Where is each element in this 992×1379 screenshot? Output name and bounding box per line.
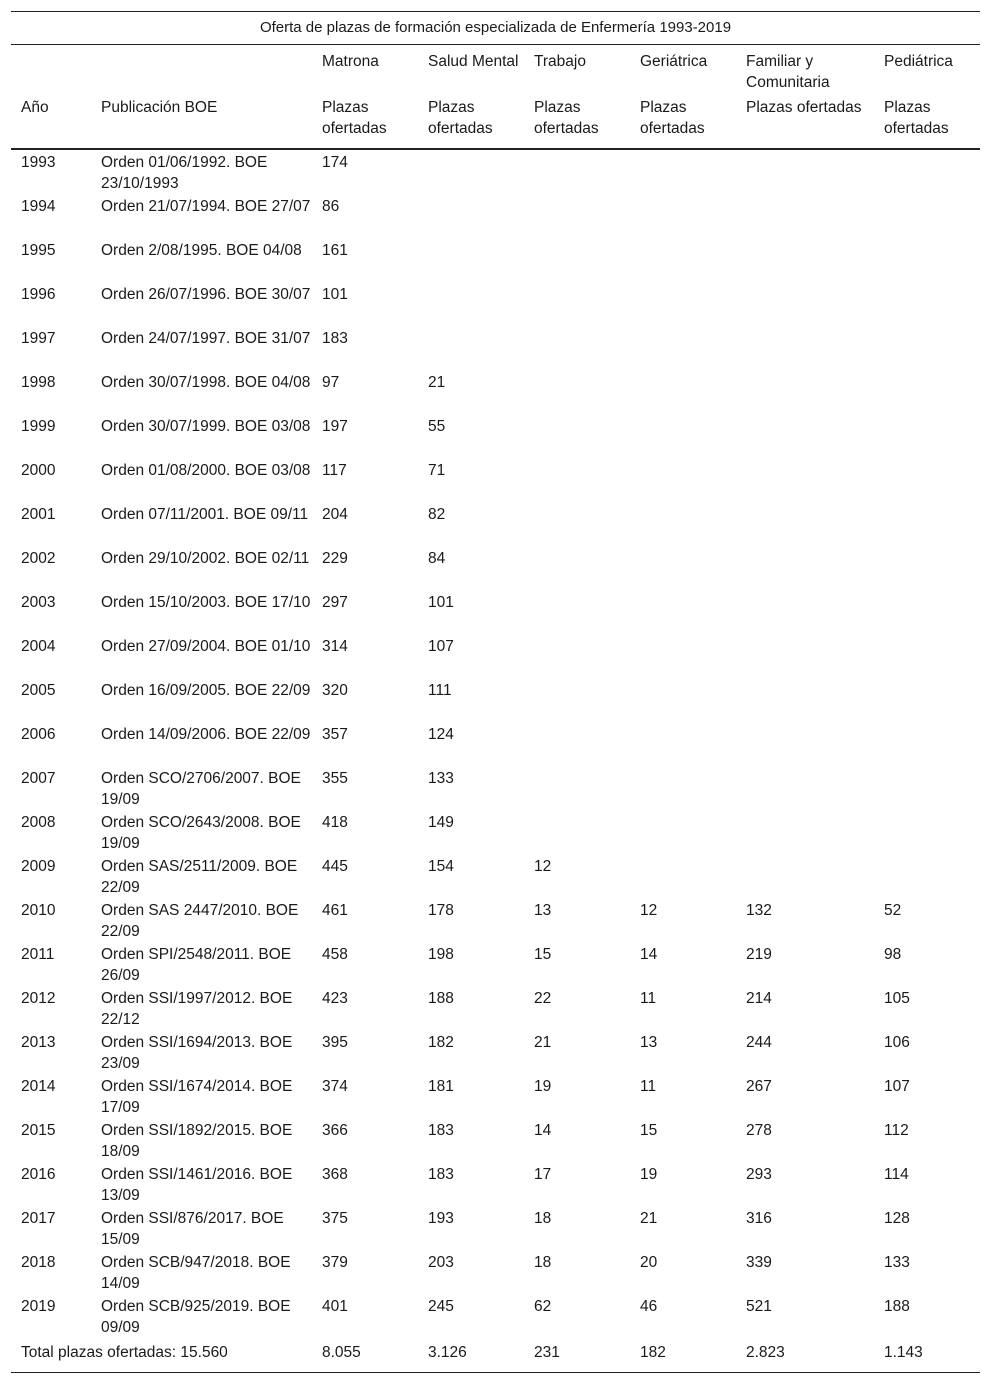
cell-pediatrica: [874, 458, 980, 502]
cell-trabajo: [524, 678, 630, 722]
cell-year: 2018: [21, 1254, 56, 1271]
cell-trabajo: [524, 546, 630, 590]
cell-salud-mental: 181: [428, 1078, 454, 1095]
cell-trabajo: 15: [534, 946, 552, 963]
cell-publication: Orden SCO/2706/2007. BOE 19/09: [101, 770, 301, 808]
cell-matrona: 368: [322, 1166, 348, 1183]
cell-pediatrica: 188: [884, 1298, 910, 1315]
cell-trabajo: [524, 238, 630, 282]
table-row: [11, 590, 980, 634]
cell-familiar-comunitaria: [736, 238, 874, 282]
cell-pediatrica: [874, 634, 980, 678]
table-row: [11, 414, 980, 458]
cell-pediatrica: [874, 414, 980, 458]
cell-familiar-comunitaria: [736, 722, 874, 766]
table-row: [11, 942, 980, 986]
cell-familiar-comunitaria: [736, 414, 874, 458]
header-empty: [91, 45, 312, 97]
cell-geriatrica: [630, 326, 736, 370]
header-plazas: Plazas ofertadas: [312, 97, 418, 149]
cell-year: 1999: [21, 418, 56, 435]
cell-publication: Orden 07/11/2001. BOE 09/11: [101, 506, 309, 523]
cell-trabajo: 13: [534, 902, 552, 919]
cell-geriatrica: 14: [640, 946, 658, 963]
cell-publication: Orden 30/07/1998. BOE 04/08: [101, 374, 311, 391]
table-body: [11, 149, 980, 1338]
table-title: Oferta de plazas de formación especializada de Enfermería 1993-2019: [11, 11, 980, 45]
table-row: [11, 326, 980, 370]
cell-familiar-comunitaria: [736, 590, 874, 634]
cell-year: 2002: [21, 550, 56, 567]
cell-trabajo: [524, 590, 630, 634]
cell-salud-mental: 245: [428, 1298, 454, 1315]
cell-year: 2006: [21, 726, 56, 743]
cell-familiar-comunitaria: [736, 766, 874, 810]
cell-trabajo: [524, 370, 630, 414]
header-publication: Publicación BOE: [91, 97, 312, 149]
cell-year: 1997: [21, 330, 56, 347]
cell-trabajo: [524, 414, 630, 458]
cell-salud-mental: 71: [428, 462, 446, 479]
table-container: [11, 11, 980, 1373]
data-table: [11, 45, 980, 1373]
cell-matrona: 86: [322, 198, 340, 215]
cell-geriatrica: 12: [640, 902, 658, 919]
cell-matrona: 461: [322, 902, 348, 919]
cell-year: 2015: [21, 1122, 56, 1139]
cell-publication: Orden 30/07/1999. BOE 03/08: [101, 418, 311, 435]
cell-year: 2001: [21, 506, 56, 523]
cell-familiar-comunitaria: 293: [746, 1166, 772, 1183]
cell-matrona: 174: [322, 154, 348, 171]
total-label: Total plazas ofertadas: 15.560: [11, 1338, 312, 1372]
cell-salud-mental: 182: [428, 1034, 454, 1051]
cell-salud-mental: [418, 282, 524, 326]
table-row: [11, 1118, 980, 1162]
cell-pediatrica: 133: [884, 1254, 910, 1271]
cell-pediatrica: 114: [884, 1166, 909, 1183]
cell-pediatrica: 98: [884, 946, 902, 963]
cell-matrona: 161: [322, 242, 348, 259]
cell-pediatrica: 107: [884, 1078, 910, 1095]
table-row: [11, 502, 980, 546]
cell-geriatrica: 13: [640, 1034, 658, 1051]
cell-pediatrica: 105: [884, 990, 910, 1007]
cell-trabajo: 18: [534, 1254, 552, 1271]
table-row: [11, 1206, 980, 1250]
cell-pediatrica: [874, 678, 980, 722]
total-row: [11, 1338, 980, 1372]
cell-publication: Orden SCB/925/2019. BOE 09/09: [101, 1298, 291, 1336]
cell-matrona: 366: [322, 1122, 348, 1139]
header-plazas: Plazas ofertadas: [630, 97, 736, 149]
cell-matrona: 229: [322, 550, 348, 567]
cell-familiar-comunitaria: 219: [746, 946, 772, 963]
table-row: [11, 1250, 980, 1294]
cell-matrona: 401: [322, 1298, 348, 1315]
header-pediatrica: Pediátrica: [884, 53, 953, 70]
cell-trabajo: [524, 149, 630, 194]
cell-trabajo: [524, 282, 630, 326]
cell-publication: Orden 01/06/1992. BOE 23/10/1993: [101, 154, 268, 192]
cell-salud-mental: 82: [428, 506, 446, 523]
header-plazas: Plazas ofertadas: [736, 97, 874, 149]
cell-geriatrica: [630, 634, 736, 678]
table-row: [11, 238, 980, 282]
cell-salud-mental: 183: [428, 1122, 454, 1139]
cell-year: 2005: [21, 682, 56, 699]
cell-salud-mental: 111: [428, 682, 452, 699]
cell-familiar-comunitaria: 521: [746, 1298, 772, 1315]
cell-matrona: 418: [322, 814, 348, 831]
header-row-labels: [11, 97, 980, 149]
cell-pediatrica: [874, 194, 980, 238]
cell-publication: Orden SAS 2447/2010. BOE 22/09: [101, 902, 299, 940]
cell-geriatrica: [630, 810, 736, 854]
table-row: [11, 678, 980, 722]
table-row: [11, 810, 980, 854]
cell-matrona: 379: [322, 1254, 348, 1271]
cell-year: 2012: [21, 990, 56, 1007]
cell-trabajo: [524, 766, 630, 810]
cell-trabajo: [524, 458, 630, 502]
header-empty: [11, 45, 91, 97]
cell-pediatrica: [874, 149, 980, 194]
table-row: [11, 1074, 980, 1118]
header-plazas: Plazas ofertadas: [874, 97, 980, 149]
cell-matrona: 374: [322, 1078, 348, 1095]
cell-trabajo: [524, 502, 630, 546]
cell-salud-mental: 193: [428, 1210, 454, 1227]
cell-salud-mental: [418, 326, 524, 370]
cell-geriatrica: [630, 502, 736, 546]
cell-pediatrica: 52: [884, 902, 902, 919]
cell-familiar-comunitaria: 316: [746, 1210, 772, 1227]
cell-year: 2011: [21, 946, 55, 963]
cell-year: 1993: [21, 154, 56, 171]
cell-matrona: 204: [322, 506, 348, 523]
cell-pediatrica: [874, 326, 980, 370]
cell-salud-mental: 21: [428, 374, 446, 391]
cell-matrona: 101: [322, 286, 348, 303]
header-familiar-comunitaria: Familiar y Comunitaria: [746, 53, 830, 91]
total-value: 3.126: [418, 1338, 524, 1372]
cell-trabajo: [524, 326, 630, 370]
cell-geriatrica: [630, 546, 736, 590]
cell-publication: Orden SCB/947/2018. BOE 14/09: [101, 1254, 291, 1292]
cell-familiar-comunitaria: 132: [746, 902, 772, 919]
cell-salud-mental: [418, 194, 524, 238]
cell-matrona: 445: [322, 858, 348, 875]
cell-geriatrica: [630, 414, 736, 458]
cell-publication: Orden SPI/2548/2011. BOE 26/09: [101, 946, 292, 984]
cell-year: 1994: [21, 198, 56, 215]
cell-salud-mental: 55: [428, 418, 446, 435]
header-plazas: Plazas ofertadas: [418, 97, 524, 149]
cell-familiar-comunitaria: 214: [746, 990, 772, 1007]
cell-trabajo: 19: [534, 1078, 552, 1095]
cell-trabajo: 22: [534, 990, 552, 1007]
cell-pediatrica: [874, 766, 980, 810]
cell-familiar-comunitaria: 339: [746, 1254, 772, 1271]
cell-geriatrica: [630, 854, 736, 898]
total-value: 8.055: [312, 1338, 418, 1372]
cell-geriatrica: [630, 722, 736, 766]
cell-geriatrica: [630, 370, 736, 414]
cell-publication: Orden 26/07/1996. BOE 30/07: [101, 286, 311, 303]
cell-publication: Orden SAS/2511/2009. BOE 22/09: [101, 858, 298, 896]
cell-year: 2019: [21, 1298, 56, 1315]
cell-geriatrica: 19: [640, 1166, 658, 1183]
cell-pediatrica: 106: [884, 1034, 910, 1051]
cell-year: 2017: [21, 1210, 56, 1227]
cell-geriatrica: [630, 766, 736, 810]
cell-year: 2016: [21, 1166, 56, 1183]
cell-salud-mental: 183: [428, 1166, 454, 1183]
cell-year: 1996: [21, 286, 56, 303]
cell-familiar-comunitaria: [736, 678, 874, 722]
header-year: Año: [11, 97, 91, 149]
cell-publication: Orden 14/09/2006. BOE 22/09: [101, 726, 311, 743]
cell-pediatrica: [874, 282, 980, 326]
cell-year: 2003: [21, 594, 56, 611]
cell-familiar-comunitaria: [736, 634, 874, 678]
cell-publication: Orden 24/07/1997. BOE 31/07: [101, 330, 311, 347]
cell-matrona: 314: [322, 638, 348, 655]
cell-familiar-comunitaria: [736, 149, 874, 194]
cell-salud-mental: 124: [428, 726, 454, 743]
cell-salud-mental: 149: [428, 814, 454, 831]
cell-geriatrica: [630, 238, 736, 282]
cell-trabajo: 21: [534, 1034, 552, 1051]
cell-year: 2010: [21, 902, 56, 919]
cell-pediatrica: [874, 590, 980, 634]
cell-trabajo: 18: [534, 1210, 552, 1227]
cell-year: 2004: [21, 638, 56, 655]
cell-trabajo: 62: [534, 1298, 552, 1315]
cell-pediatrica: [874, 810, 980, 854]
cell-pediatrica: [874, 546, 980, 590]
cell-matrona: 197: [322, 418, 348, 435]
cell-publication: Orden 27/09/2004. BOE 01/10: [101, 638, 311, 655]
cell-salud-mental: [418, 238, 524, 282]
table-row: [11, 282, 980, 326]
cell-familiar-comunitaria: [736, 194, 874, 238]
cell-geriatrica: 11: [640, 1078, 657, 1095]
cell-publication: Orden SSI/1892/2015. BOE 18/09: [101, 1122, 293, 1160]
cell-publication: Orden 16/09/2005. BOE 22/09: [101, 682, 311, 699]
cell-salud-mental: [418, 149, 524, 194]
cell-year: 2008: [21, 814, 56, 831]
header-plazas: Plazas ofertadas: [524, 97, 630, 149]
table-row: [11, 458, 980, 502]
total-value: 182: [630, 1338, 736, 1372]
cell-publication: Orden SSI/1997/2012. BOE 22/12: [101, 990, 293, 1028]
cell-salud-mental: 154: [428, 858, 454, 875]
cell-publication: Orden SSI/876/2017. BOE 15/09: [101, 1210, 284, 1248]
cell-trabajo: [524, 810, 630, 854]
cell-publication: Orden SCO/2643/2008. BOE 19/09: [101, 814, 301, 852]
cell-familiar-comunitaria: [736, 810, 874, 854]
cell-matrona: 320: [322, 682, 348, 699]
cell-familiar-comunitaria: [736, 546, 874, 590]
cell-geriatrica: [630, 590, 736, 634]
cell-geriatrica: 20: [640, 1254, 658, 1271]
cell-publication: Orden SSI/1461/2016. BOE 13/09: [101, 1166, 293, 1204]
cell-familiar-comunitaria: [736, 458, 874, 502]
table-row: [11, 898, 980, 942]
cell-publication: Orden 2/08/1995. BOE 04/08: [101, 242, 302, 259]
table-row: [11, 766, 980, 810]
cell-familiar-comunitaria: 244: [746, 1034, 772, 1051]
cell-pediatrica: 112: [884, 1122, 909, 1139]
cell-pediatrica: 128: [884, 1210, 910, 1227]
cell-trabajo: [524, 194, 630, 238]
cell-publication: Orden 21/07/1994. BOE 27/07: [101, 198, 311, 215]
cell-salud-mental: 188: [428, 990, 454, 1007]
table-row: [11, 1030, 980, 1074]
cell-matrona: 297: [322, 594, 348, 611]
cell-trabajo: 14: [534, 1122, 552, 1139]
cell-matrona: 357: [322, 726, 348, 743]
cell-geriatrica: [630, 282, 736, 326]
cell-familiar-comunitaria: [736, 502, 874, 546]
cell-year: 1998: [21, 374, 56, 391]
cell-familiar-comunitaria: [736, 326, 874, 370]
table-row: [11, 1294, 980, 1338]
header-trabajo: Trabajo: [534, 53, 586, 70]
cell-geriatrica: [630, 458, 736, 502]
header-salud-mental: Salud Mental: [428, 53, 519, 70]
table-row: [11, 986, 980, 1030]
cell-publication: Orden 29/10/2002. BOE 02/11: [101, 550, 310, 567]
cell-year: 2007: [21, 770, 56, 787]
cell-matrona: 375: [322, 1210, 348, 1227]
cell-salud-mental: 178: [428, 902, 454, 919]
cell-geriatrica: 21: [640, 1210, 658, 1227]
cell-pediatrica: [874, 722, 980, 766]
cell-pediatrica: [874, 370, 980, 414]
cell-publication: Orden SSI/1694/2013. BOE 23/09: [101, 1034, 293, 1072]
table-row: [11, 370, 980, 414]
cell-familiar-comunitaria: 278: [746, 1122, 772, 1139]
cell-salud-mental: 107: [428, 638, 454, 655]
cell-familiar-comunitaria: [736, 854, 874, 898]
cell-familiar-comunitaria: 267: [746, 1078, 772, 1095]
header-matrona: Matrona: [322, 53, 379, 70]
header-geriatrica: Geriátrica: [640, 53, 708, 70]
cell-pediatrica: [874, 502, 980, 546]
cell-year: 2000: [21, 462, 56, 479]
cell-geriatrica: 11: [640, 990, 657, 1007]
cell-year: 1995: [21, 242, 56, 259]
cell-trabajo: [524, 634, 630, 678]
total-value: 231: [524, 1338, 630, 1372]
cell-publication: Orden 15/10/2003. BOE 17/10: [101, 594, 311, 611]
cell-trabajo: 12: [534, 858, 552, 875]
cell-salud-mental: 133: [428, 770, 454, 787]
table-row: [11, 634, 980, 678]
cell-year: 2014: [21, 1078, 56, 1095]
cell-geriatrica: [630, 678, 736, 722]
cell-matrona: 458: [322, 946, 348, 963]
cell-geriatrica: 15: [640, 1122, 658, 1139]
cell-matrona: 395: [322, 1034, 348, 1051]
cell-matrona: 355: [322, 770, 348, 787]
cell-year: 2009: [21, 858, 56, 875]
cell-geriatrica: 46: [640, 1298, 658, 1315]
table-row: [11, 854, 980, 898]
cell-salud-mental: 84: [428, 550, 446, 567]
cell-matrona: 117: [322, 462, 347, 479]
cell-familiar-comunitaria: [736, 282, 874, 326]
cell-year: 2013: [21, 1034, 56, 1051]
cell-trabajo: 17: [534, 1166, 552, 1183]
cell-matrona: 97: [322, 374, 340, 391]
table-row: [11, 546, 980, 590]
cell-pediatrica: [874, 238, 980, 282]
cell-matrona: 423: [322, 990, 348, 1007]
header-row-specialties: [11, 45, 980, 97]
table-row: [11, 194, 980, 238]
cell-pediatrica: [874, 854, 980, 898]
cell-geriatrica: [630, 194, 736, 238]
table-row: [11, 149, 980, 194]
cell-salud-mental: 198: [428, 946, 454, 963]
cell-salud-mental: 203: [428, 1254, 454, 1271]
cell-publication: Orden SSI/1674/2014. BOE 17/09: [101, 1078, 293, 1116]
cell-publication: Orden 01/08/2000. BOE 03/08: [101, 462, 311, 479]
total-value: 1.143: [874, 1338, 980, 1372]
cell-trabajo: [524, 722, 630, 766]
cell-salud-mental: 101: [428, 594, 454, 611]
total-value: 2.823: [736, 1338, 874, 1372]
cell-geriatrica: [630, 149, 736, 194]
table-row: [11, 722, 980, 766]
table-row: [11, 1162, 980, 1206]
cell-familiar-comunitaria: [736, 370, 874, 414]
cell-matrona: 183: [322, 330, 348, 347]
